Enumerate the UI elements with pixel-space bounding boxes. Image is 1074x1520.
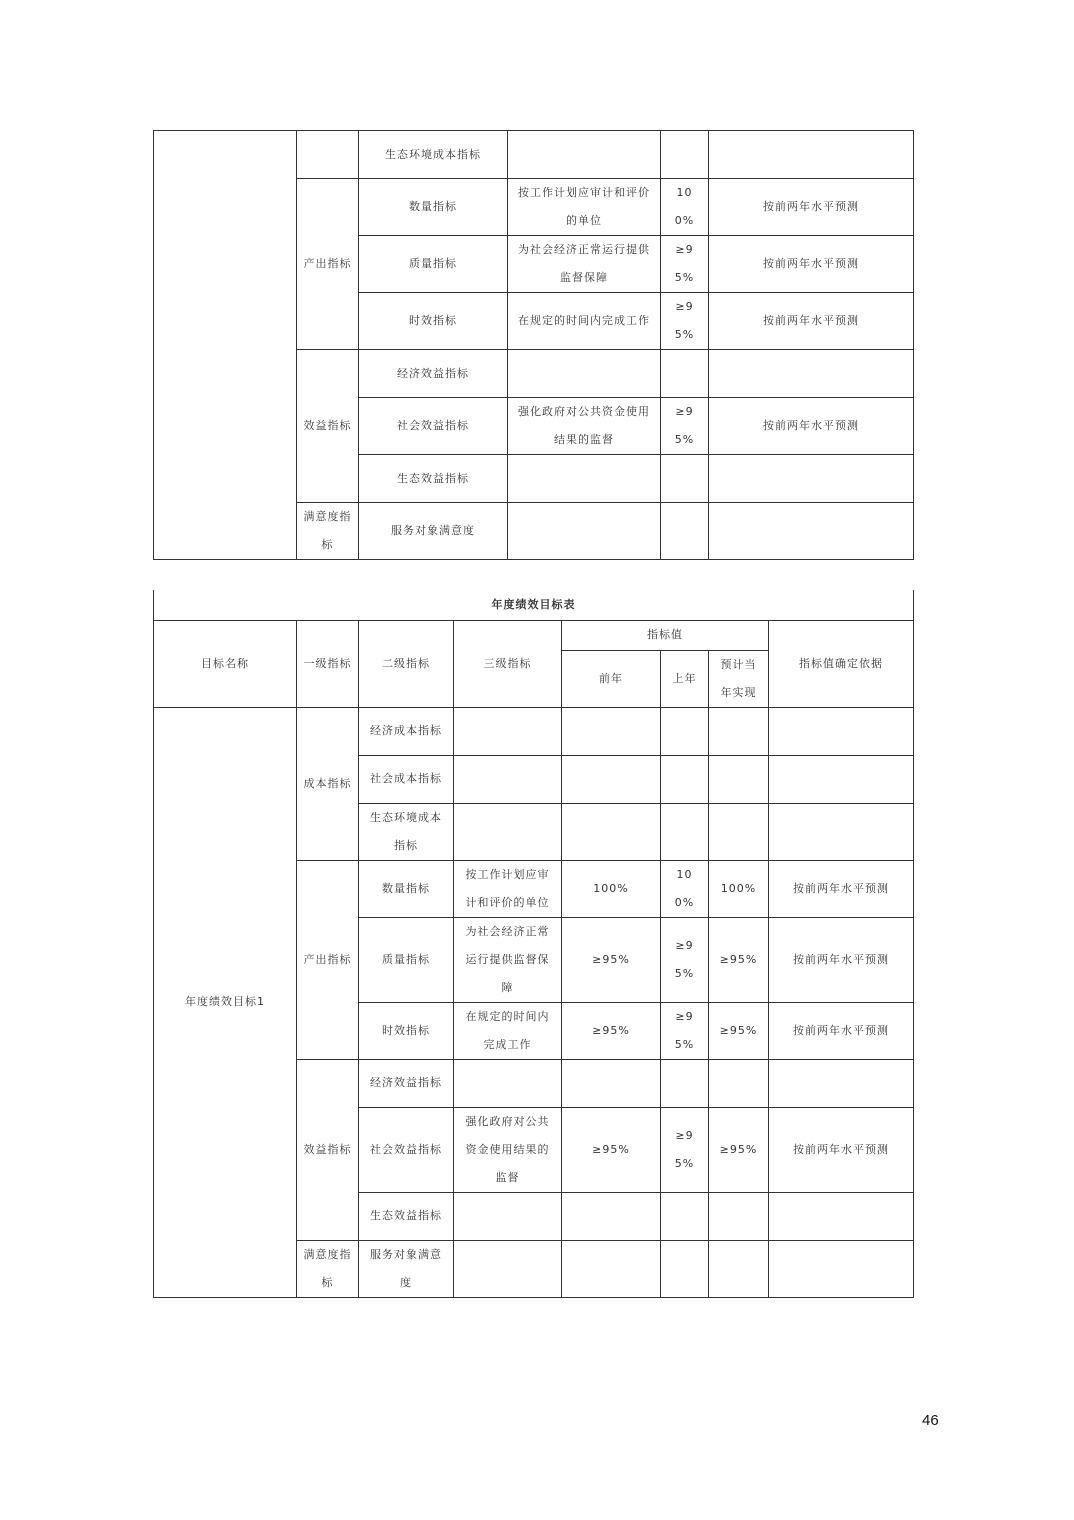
basis-cell bbox=[769, 1192, 914, 1240]
last-cell bbox=[661, 755, 709, 803]
level1-cell: 满意度指标 bbox=[297, 1240, 359, 1297]
level1-cell: 满意度指标 bbox=[297, 503, 359, 560]
expected-cell bbox=[709, 1240, 769, 1297]
value-cell bbox=[661, 503, 709, 560]
basis-cell: 按前两年水平预测 bbox=[709, 293, 914, 350]
basis-cell bbox=[769, 1059, 914, 1107]
basis-cell: 按前两年水平预测 bbox=[769, 1002, 914, 1059]
level1-cell: 产出指标 bbox=[297, 179, 359, 350]
level3-cell bbox=[454, 1192, 562, 1240]
value-cell: ≥95% bbox=[661, 236, 709, 293]
header-level3: 三级指标 bbox=[454, 620, 562, 707]
prev-cell: ≥95% bbox=[562, 917, 661, 1002]
basis-cell bbox=[769, 803, 914, 860]
expected-cell: ≥95% bbox=[709, 1002, 769, 1059]
level2-cell: 时效指标 bbox=[359, 1002, 454, 1059]
level1-cell: 成本指标 bbox=[297, 707, 359, 860]
header-target-name: 目标名称 bbox=[154, 620, 297, 707]
level3-cell bbox=[454, 803, 562, 860]
level3-cell bbox=[508, 503, 661, 560]
level3-cell bbox=[454, 1059, 562, 1107]
level2-cell: 生态效益指标 bbox=[359, 1192, 454, 1240]
header-value: 指标值 bbox=[562, 620, 769, 650]
level3-cell: 强化政府对公共资金使用结果的监督 bbox=[454, 1107, 562, 1192]
expected-cell bbox=[709, 755, 769, 803]
level2-cell: 时效指标 bbox=[359, 293, 508, 350]
level3-cell: 强化政府对公共资金使用结果的监督 bbox=[508, 398, 661, 455]
level3-cell bbox=[454, 755, 562, 803]
level3-cell bbox=[454, 1240, 562, 1297]
level1-cell bbox=[297, 131, 359, 179]
basis-cell bbox=[709, 455, 914, 503]
level3-cell: 为社会经济正常运行提供监督保障 bbox=[508, 236, 661, 293]
prev-cell bbox=[562, 1059, 661, 1107]
level2-cell: 社会效益指标 bbox=[359, 398, 508, 455]
header-level2: 二级指标 bbox=[359, 620, 454, 707]
last-cell bbox=[661, 1192, 709, 1240]
table-title: 年度绩效目标表 bbox=[154, 590, 914, 620]
level2-cell: 数量指标 bbox=[359, 860, 454, 917]
prev-cell bbox=[562, 755, 661, 803]
last-cell bbox=[661, 1059, 709, 1107]
basis-cell: 按前两年水平预测 bbox=[769, 1107, 914, 1192]
level1-cell: 产出指标 bbox=[297, 860, 359, 1059]
prev-cell: ≥95% bbox=[562, 1002, 661, 1059]
level2-cell: 服务对象满意度 bbox=[359, 1240, 454, 1297]
level2-cell: 经济效益指标 bbox=[359, 350, 508, 398]
level2-cell: 生态环境成本指标 bbox=[359, 803, 454, 860]
prev-cell bbox=[562, 1192, 661, 1240]
level2-cell: 质量指标 bbox=[359, 917, 454, 1002]
header-level1: 一级指标 bbox=[297, 620, 359, 707]
level3-cell: 按工作计划应审计和评价的单位 bbox=[454, 860, 562, 917]
level2-cell: 质量指标 bbox=[359, 236, 508, 293]
level3-cell bbox=[508, 455, 661, 503]
last-cell: ≥95% bbox=[661, 1107, 709, 1192]
basis-cell bbox=[709, 503, 914, 560]
level2-cell: 生态效益指标 bbox=[359, 455, 508, 503]
target-name-cell bbox=[154, 131, 297, 560]
annual-performance-target-table bbox=[153, 590, 914, 1298]
prev-cell: 100% bbox=[562, 860, 661, 917]
last-cell bbox=[661, 707, 709, 755]
level2-cell: 数量指标 bbox=[359, 179, 508, 236]
header-basis: 指标值确定依据 bbox=[769, 620, 914, 707]
basis-cell bbox=[769, 707, 914, 755]
expected-cell bbox=[709, 1059, 769, 1107]
header-last-year: 上年 bbox=[661, 650, 709, 707]
last-cell: ≥95% bbox=[661, 917, 709, 1002]
level3-cell: 在规定的时间内完成工作 bbox=[454, 1002, 562, 1059]
value-cell: 100% bbox=[661, 179, 709, 236]
expected-cell bbox=[709, 1192, 769, 1240]
basis-cell: 按前两年水平预测 bbox=[709, 179, 914, 236]
value-cell bbox=[661, 455, 709, 503]
basis-cell: 按前两年水平预测 bbox=[769, 917, 914, 1002]
level3-cell: 在规定的时间内完成工作 bbox=[508, 293, 661, 350]
value-cell bbox=[661, 131, 709, 179]
header-prev-year: 前年 bbox=[562, 650, 661, 707]
level3-cell bbox=[454, 707, 562, 755]
level3-cell: 为社会经济正常运行提供监督保障 bbox=[454, 917, 562, 1002]
level2-cell: 经济效益指标 bbox=[359, 1059, 454, 1107]
level2-cell: 服务对象满意度 bbox=[359, 503, 508, 560]
value-cell: ≥95% bbox=[661, 293, 709, 350]
last-cell bbox=[661, 1240, 709, 1297]
level2-cell: 社会成本指标 bbox=[359, 755, 454, 803]
last-cell: 100% bbox=[661, 860, 709, 917]
last-cell bbox=[661, 803, 709, 860]
prev-cell: ≥95% bbox=[562, 1107, 661, 1192]
value-cell bbox=[661, 350, 709, 398]
basis-cell bbox=[769, 1240, 914, 1297]
basis-cell: 按前两年水平预测 bbox=[709, 236, 914, 293]
basis-cell bbox=[709, 131, 914, 179]
expected-cell bbox=[709, 707, 769, 755]
page-number: 46 bbox=[922, 1412, 939, 1429]
level2-cell: 经济成本指标 bbox=[359, 707, 454, 755]
prev-cell bbox=[562, 707, 661, 755]
level3-cell: 按工作计划应审计和评价的单位 bbox=[508, 179, 661, 236]
last-cell: ≥95% bbox=[661, 1002, 709, 1059]
header-expected: 预计当年实现 bbox=[709, 650, 769, 707]
level2-cell: 社会效益指标 bbox=[359, 1107, 454, 1192]
basis-cell: 按前两年水平预测 bbox=[769, 860, 914, 917]
level3-cell bbox=[508, 131, 661, 179]
prev-cell bbox=[562, 1240, 661, 1297]
expected-cell bbox=[709, 803, 769, 860]
level3-cell bbox=[508, 350, 661, 398]
level1-cell: 效益指标 bbox=[297, 350, 359, 503]
value-cell: ≥95% bbox=[661, 398, 709, 455]
basis-cell bbox=[769, 755, 914, 803]
expected-cell: 100% bbox=[709, 860, 769, 917]
level1-cell: 效益指标 bbox=[297, 1059, 359, 1240]
level2-cell: 生态环境成本指标 bbox=[359, 131, 508, 179]
expected-cell: ≥95% bbox=[709, 917, 769, 1002]
prev-cell bbox=[562, 803, 661, 860]
basis-cell bbox=[709, 350, 914, 398]
target-table-continued bbox=[153, 130, 914, 560]
basis-cell: 按前两年水平预测 bbox=[709, 398, 914, 455]
expected-cell: ≥95% bbox=[709, 1107, 769, 1192]
target-name-cell: 年度绩效目标1 bbox=[154, 707, 297, 1297]
